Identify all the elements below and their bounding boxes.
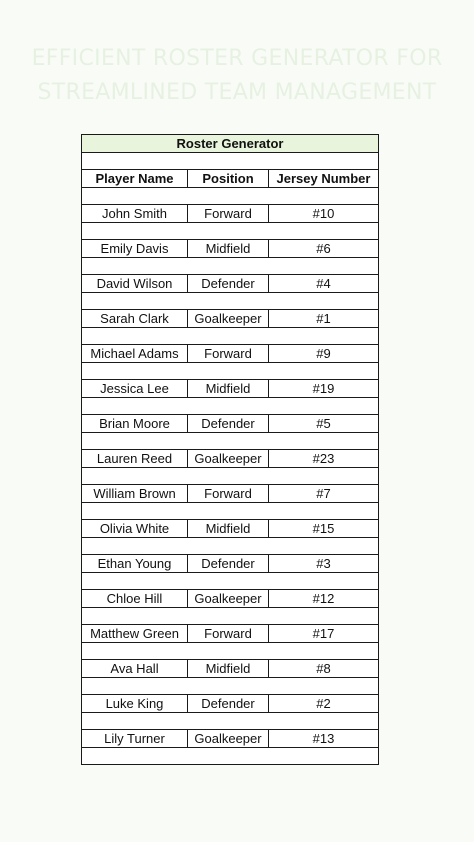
- table-row: [82, 205, 379, 223]
- cell-player-name: William Brown: [82, 485, 188, 503]
- cell-position: Defender: [188, 695, 269, 713]
- cell-position: Goalkeeper: [188, 310, 269, 328]
- cell-jersey-number: #1: [269, 310, 379, 328]
- cell-player-name: Jessica Lee: [82, 380, 188, 398]
- column-header-position: Position: [188, 170, 269, 188]
- cell-player-name: Luke King: [82, 695, 188, 713]
- cell-position: Midfield: [188, 520, 269, 538]
- cell-jersey-number: #6: [269, 240, 379, 258]
- cell-jersey-number: #3: [269, 555, 379, 573]
- table-row: [82, 240, 379, 258]
- cell-position: Defender: [188, 275, 269, 293]
- spacer-row: [82, 468, 379, 485]
- table-row: [82, 415, 379, 433]
- spacer-row: [82, 293, 379, 310]
- header-row: [82, 170, 379, 188]
- cell-jersey-number: #8: [269, 660, 379, 678]
- spacer-row: [82, 503, 379, 520]
- spacer-row: [82, 433, 379, 450]
- cell-jersey-number: #7: [269, 485, 379, 503]
- table-title-row: [82, 135, 379, 153]
- cell-position: Defender: [188, 555, 269, 573]
- spacer-row: [82, 713, 379, 730]
- spacer-row: [82, 573, 379, 590]
- cell-player-name: John Smith: [82, 205, 188, 223]
- cell-jersey-number: #10: [269, 205, 379, 223]
- spacer-cell: [82, 258, 379, 275]
- cell-position: Forward: [188, 345, 269, 363]
- spacer-cell: [82, 363, 379, 380]
- table-row: [82, 590, 379, 608]
- spacer-cell: [82, 223, 379, 240]
- cell-jersey-number: #9: [269, 345, 379, 363]
- cell-position: Midfield: [188, 660, 269, 678]
- cell-player-name: David Wilson: [82, 275, 188, 293]
- spacer-cell: [82, 678, 379, 695]
- spacer-row: [82, 363, 379, 380]
- cell-jersey-number: #19: [269, 380, 379, 398]
- spacer-row: [82, 223, 379, 240]
- cell-position: Goalkeeper: [188, 590, 269, 608]
- table-row: [82, 730, 379, 748]
- spacer-row: [82, 643, 379, 660]
- cell-position: Defender: [188, 415, 269, 433]
- cell-position: Forward: [188, 485, 269, 503]
- spacer-cell: [82, 153, 379, 170]
- spacer-cell: [82, 293, 379, 310]
- cell-player-name: Michael Adams: [82, 345, 188, 363]
- table-row: [82, 625, 379, 643]
- cell-jersey-number: #2: [269, 695, 379, 713]
- table-row: [82, 345, 379, 363]
- cell-jersey-number: #17: [269, 625, 379, 643]
- spacer-cell: [82, 643, 379, 660]
- spacer-cell: [82, 573, 379, 590]
- cell-player-name: Emily Davis: [82, 240, 188, 258]
- cell-player-name: Olivia White: [82, 520, 188, 538]
- cell-player-name: Sarah Clark: [82, 310, 188, 328]
- spacer-row: [82, 153, 379, 170]
- spacer-row: [82, 608, 379, 625]
- cell-position: Goalkeeper: [188, 730, 269, 748]
- cell-player-name: Chloe Hill: [82, 590, 188, 608]
- spacer-row: [82, 328, 379, 345]
- cell-position: Forward: [188, 625, 269, 643]
- roster-table: [81, 134, 379, 765]
- table-row: [82, 555, 379, 573]
- cell-jersey-number: #4: [269, 275, 379, 293]
- spacer-row: [82, 748, 379, 765]
- spacer-row: [82, 538, 379, 555]
- spacer-cell: [82, 503, 379, 520]
- spacer-cell: [82, 538, 379, 555]
- spacer-cell: [82, 328, 379, 345]
- spacer-cell: [82, 188, 379, 205]
- spacer-row: [82, 398, 379, 415]
- table-row: [82, 660, 379, 678]
- spacer-cell: [82, 748, 379, 765]
- cell-position: Midfield: [188, 240, 269, 258]
- table-row: [82, 695, 379, 713]
- cell-player-name: Ethan Young: [82, 555, 188, 573]
- column-header-player-name: Player Name: [82, 170, 188, 188]
- spacer-row: [82, 188, 379, 205]
- cell-position: Forward: [188, 205, 269, 223]
- column-header-jersey-number: Jersey Number: [269, 170, 379, 188]
- cell-position: Goalkeeper: [188, 450, 269, 468]
- spacer-row: [82, 258, 379, 275]
- spacer-cell: [82, 398, 379, 415]
- spacer-cell: [82, 608, 379, 625]
- cell-player-name: Matthew Green: [82, 625, 188, 643]
- cell-player-name: Lily Turner: [82, 730, 188, 748]
- spacer-cell: [82, 468, 379, 485]
- table-row: [82, 310, 379, 328]
- cell-player-name: Lauren Reed: [82, 450, 188, 468]
- spacer-row: [82, 678, 379, 695]
- cell-jersey-number: #23: [269, 450, 379, 468]
- page-title: EFFICIENT ROSTER GENERATOR FOR STREAMLINED TEAM MANAGEMENT: [31, 46, 443, 105]
- cell-player-name: Brian Moore: [82, 415, 188, 433]
- spacer-cell: [82, 433, 379, 450]
- table-title: Roster Generator: [82, 135, 379, 153]
- cell-jersey-number: #12: [269, 590, 379, 608]
- table-row: [82, 485, 379, 503]
- cell-jersey-number: #13: [269, 730, 379, 748]
- table-row: [82, 450, 379, 468]
- spacer-cell: [82, 713, 379, 730]
- table-row: [82, 275, 379, 293]
- cell-player-name: Ava Hall: [82, 660, 188, 678]
- cell-jersey-number: #15: [269, 520, 379, 538]
- cell-jersey-number: #5: [269, 415, 379, 433]
- table-row: [82, 380, 379, 398]
- roster-body: [82, 188, 379, 765]
- table-row: [82, 520, 379, 538]
- cell-position: Midfield: [188, 380, 269, 398]
